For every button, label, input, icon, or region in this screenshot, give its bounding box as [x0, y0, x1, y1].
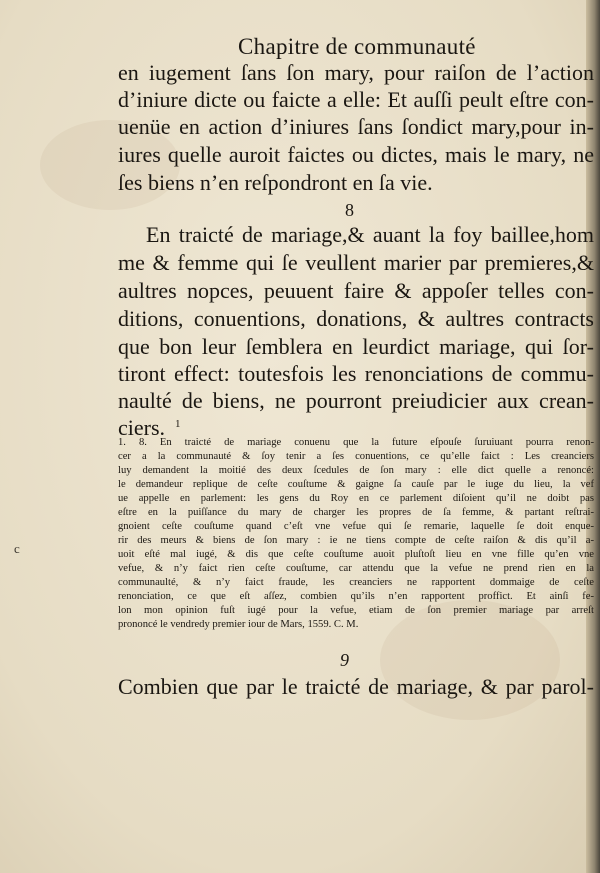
text-line: tiront effect: toutesfois les renonciations de commu-	[118, 361, 594, 386]
note-line: vefue, & n’y faict rien ceſte couſtume, car attendu que la vefue ne prend rien en la	[118, 563, 594, 574]
note-line: renonciation, ce que eſt aſſez, combien qu’ils n’en rapportent proffict. Et ainſi fe-	[118, 591, 594, 602]
note-line: ue appelle en parlement: les gens du Roy en ce parlement diſoient qu’il ne doibt pas	[118, 493, 594, 504]
note-line: prononcé le vendredy premier iour de Mars, 1559. C. M.	[118, 619, 359, 630]
text-line: que bon leur ſemblera en leurdict mariage, qui ſor-	[118, 334, 594, 359]
note-line: luy demandent la moitié des deux ſcedules de ſon mary : elle dict quelle a renoncé:	[118, 465, 594, 476]
text-line: me & femme qui ſe veullent marier par premieres,&	[118, 250, 594, 275]
text-line	[118, 417, 181, 439]
note-marker: 1	[175, 418, 181, 430]
text-line: aultres nopces, peuuent faire & appoſer telles con-	[118, 278, 594, 303]
note-line: uoit eſté mal iugé, & dis que ceſte couſtume auoit pluſtoſt lieu en vne fille qu’en vne	[118, 549, 594, 560]
note-line: 1. 8. En traicté de mariage conuenu que la future eſpouſe ſuruiuant pourra renon-	[118, 437, 594, 448]
text-line: iures quelle auroit faictes ou dictes, mais le mary, ne	[118, 142, 594, 167]
article-number: 8	[345, 200, 354, 220]
note-line: gnoient ceſte couſtume quand c’eſt vne vefue qui ſe remarie, laquelle ſe doit enque-	[118, 521, 594, 532]
paper-stain	[380, 600, 560, 720]
margin-mark: c	[14, 541, 20, 556]
text-line: ſes biens n’en reſpondront en ſa vie.	[118, 170, 433, 195]
note-line: communaulté, & n’y faict fraude, les creanciers ne rapportent dommaige de ceſte	[118, 577, 594, 588]
note-line: rir des meurs & biens de ſon mary : ie ne tiens compte de ceſte raiſon & dis qu’il a-	[118, 535, 594, 546]
note-line: le demandeur replique de ceſte couſtume & gaigne ſa cauſe par le iuge du lieu, la vef	[118, 479, 594, 490]
text-line: uenüe en action d’iniures ſans ſondict mary,pour in-	[118, 114, 594, 139]
note-line: eſtre en la puiſſance du mary de charger les propres de ſa femme, & partant reſtrai-	[118, 507, 594, 518]
text-line: Combien que par le traicté de mariage, & par parol-	[118, 674, 594, 699]
article-number: 9	[340, 650, 349, 670]
text-line: d’iniure dicte ou faicte a elle: Et auſſi peult eſtre con-	[118, 87, 594, 112]
running-head: Chapitre de communauté	[238, 34, 476, 59]
note-line: cer a la communauté & ſoy tenir a ſes conuentions, ce qu’elle faict : Les creanciers	[118, 451, 594, 462]
text-line: naulté de biens, ne pourront preiudicier aux crean-	[118, 388, 594, 413]
text-line: ditions, conuentions, donations, & aultres contracts	[118, 306, 594, 331]
text-word: ciers.	[118, 415, 166, 440]
note-line: lon mon opinion fuſt iugé pour la vefue, etiam de ſon premier mariage par arreſt	[118, 605, 594, 616]
text-line: en iugement ſans ſon mary, pour raiſon de l’action	[118, 60, 594, 85]
text-line: En traicté de mariage,& auant la foy baillee,hom	[146, 222, 594, 247]
